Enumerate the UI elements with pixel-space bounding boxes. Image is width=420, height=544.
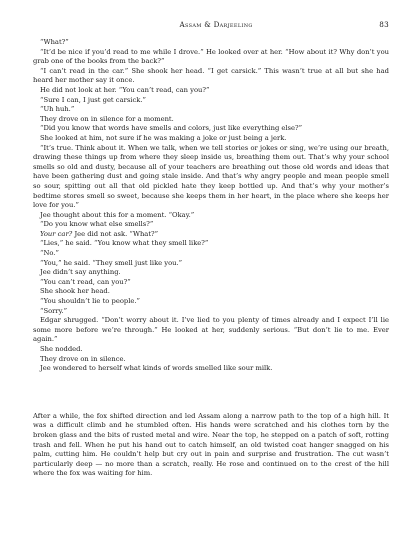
paragraph: She shook her head.: [40, 287, 110, 296]
running-title: Assam & Darjeeling: [179, 20, 253, 29]
paragraph: Jee wondered to herself what kinds of words smelled like sour milk.: [40, 364, 273, 373]
paragraph: “What?”: [40, 38, 69, 46]
section-break: [33, 374, 389, 412]
paragraph: They drove on in silence.: [40, 354, 126, 363]
italic-phrase: Your car?: [40, 229, 73, 238]
paragraph: “You can’t read, can you?”: [40, 277, 131, 286]
paragraph: “You,” he said. “They smell just like you.”: [40, 258, 183, 267]
running-header: [33, 20, 389, 29]
page-number: 83: [379, 20, 389, 29]
paragraph: “It’s true. Think about it. When we talk, when we tell stories or jokes or sing, we’re using our breath, drawing these things up from where they sleep inside us, breathing them out. That’s why your school smells so old and dusty, because all of your teachers are breathing out those old words and ideas that have been gathering dust and going stale inside. And that’s why angry people and mean people smell so sour, spitting out all that old pickled hate they keep bottled up. And that’s why your mother’s bedtime stores smell so sweet, because she keeps them in her heart, in the place where she keeps her love for you.”: [33, 143, 389, 210]
paragraph: She nodded.: [40, 345, 83, 353]
paragraph: He did not look at her. “You can’t read, can you?”: [40, 85, 210, 94]
paragraph: “Do you know what else smells?”: [40, 220, 154, 229]
paragraph: “Sure I can, I just get carsick.”: [40, 95, 146, 104]
paragraph: Jee thought about this for a moment. “Okay.”: [40, 210, 195, 219]
paragraph: “Lies,” he said. “You know what they smell like?”: [40, 239, 209, 248]
section-opening-paragraph: After a while, the fox shifted direction and led Assam along a narrow path to the top of a high hill. It was a difficult climb and he stumbled often. His hands were scratched and his clothes torn by the broken glass and the bits of rusted metal and wire. Near the top, he stepped on a patch of soft, rotting trash and fell. When he put his hand out to catch himself, an old twisted coat hanger snagged on his palm, cutting him. He couldn’t help but cry out in pain and surprise and frustration. The cut wasn’t particularly deep — no more than a scratch, really. He rose and continued on to the crest of the hill where the fox was waiting for him.: [33, 411, 389, 478]
paragraph: “I can’t read in the car.” She shook her head. “I get carsick.” This wasn’t true at all but she had heard her mother say it once.: [33, 66, 389, 85]
paragraph: [33, 230, 389, 240]
paragraph: She looked at him, not sure if he was making a joke or just being a jerk.: [40, 133, 287, 142]
paragraph: Edgar shrugged. “Don’t worry about it. I’ve lied to you plenty of times already and I expect I’ll lie some more before we’re through.” He looked at her, suddenly serious. “But don’t lie to me. Ever again.”: [33, 316, 389, 344]
body-text: [33, 38, 389, 479]
paragraph: “It’d be nice if you’d read to me while I drove.” He looked over at her. “How about it? Why don’t you grab one of the books from the back?”: [33, 47, 389, 66]
paragraph: Jee didn’t say anything.: [40, 268, 121, 277]
paragraph: “Sorry.”: [40, 306, 68, 315]
paragraph-rest: Jee did not ask. “What?”: [72, 229, 159, 238]
paragraph: “Did you know that words have smells and colors, just like everything else?”: [40, 124, 303, 133]
paragraph: “You shouldn’t lie to people.”: [40, 297, 140, 306]
paragraph: They drove on in silence for a moment.: [40, 114, 174, 123]
book-page: [33, 20, 389, 479]
paragraph: “No.”: [40, 249, 59, 258]
paragraph: “Uh huh.”: [40, 105, 75, 114]
